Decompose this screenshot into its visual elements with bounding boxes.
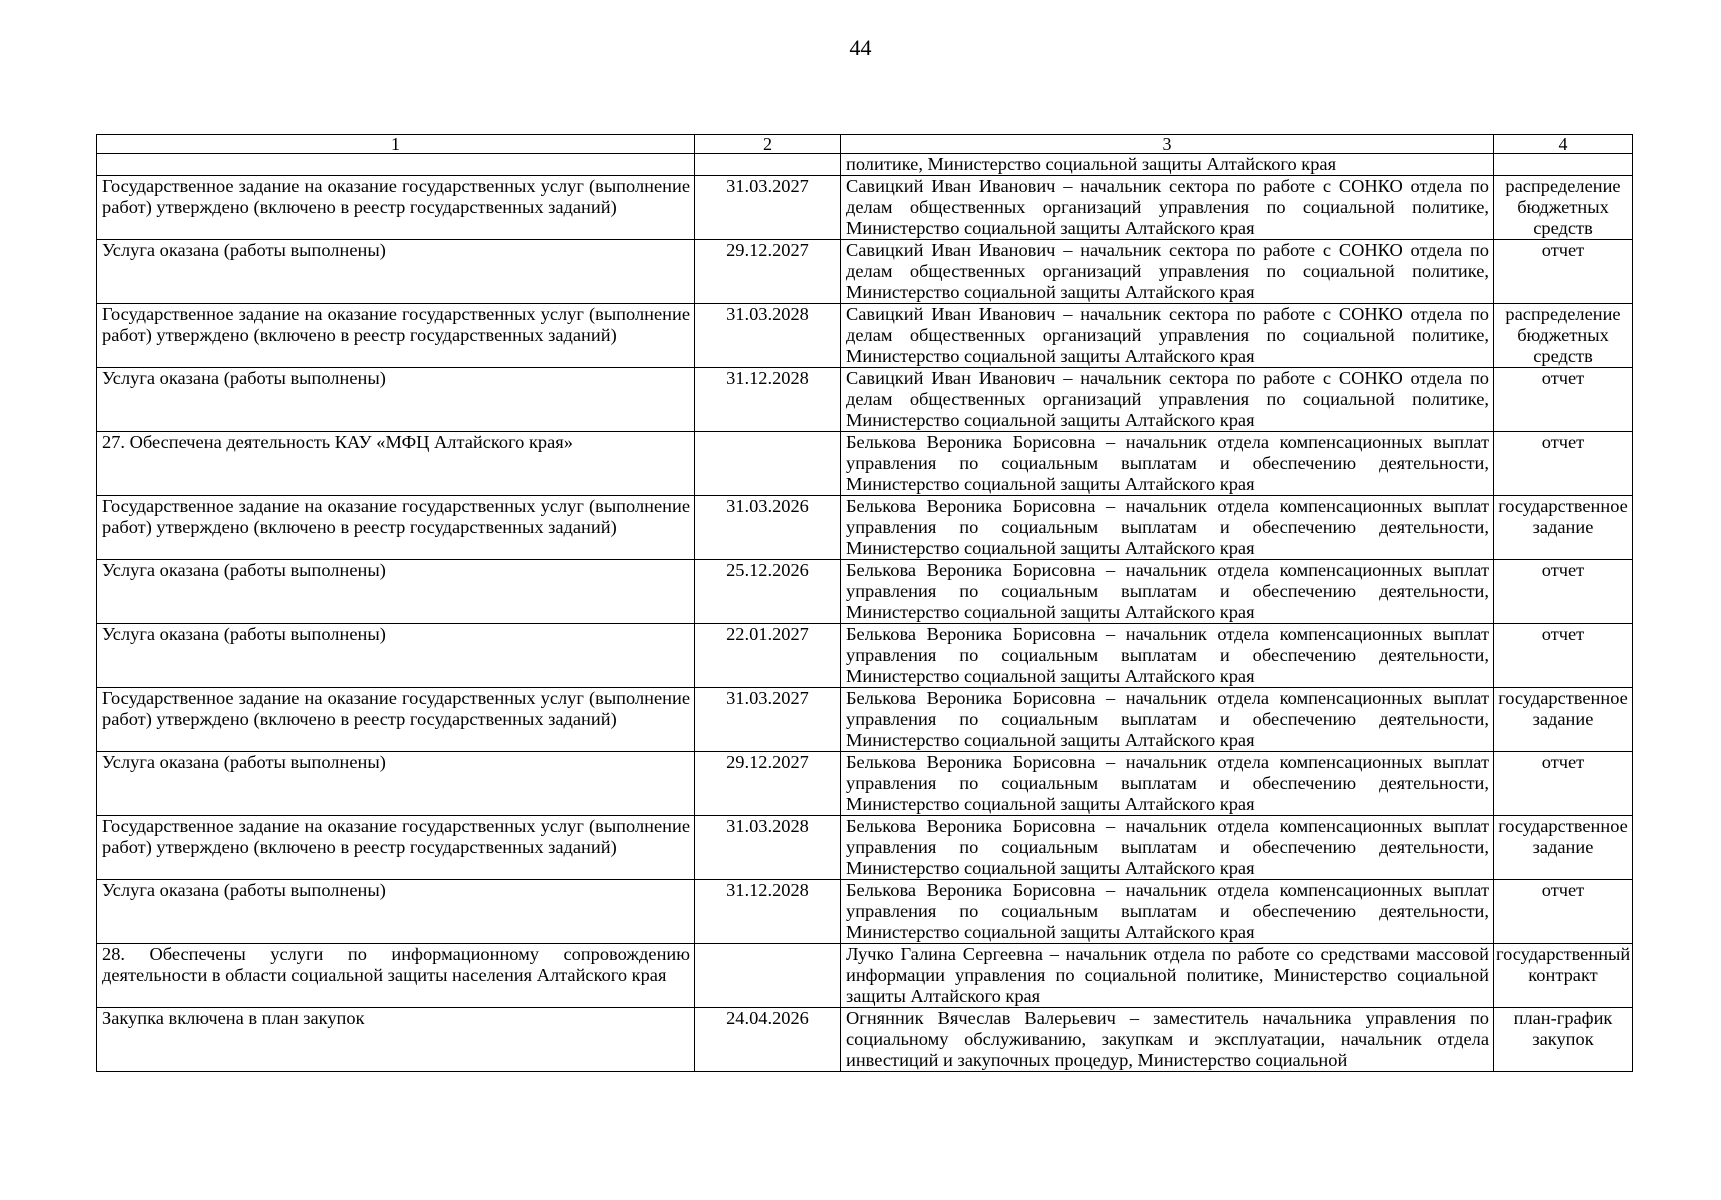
- cell-responsible: политике, Министерство социальной защиты Алтайского края: [841, 154, 1494, 176]
- cell-document: отчет: [1494, 880, 1633, 944]
- cell-result: Услуга оказана (работы выполнены): [97, 560, 695, 624]
- column-number-row: [97, 135, 1633, 154]
- cell-responsible: Савицкий Иван Иванович – начальник сектора по работе с СОНКО отдела по делам общественных организаций управления по социальной политике, Министерство социальной защиты Алтайского края: [841, 304, 1494, 368]
- cell-document: отчет: [1494, 560, 1633, 624]
- cell-date: 22.01.2027: [695, 624, 841, 688]
- cell-responsible: Белькова Вероника Борисовна – начальник отдела компенсационных выплат управления по социальным выплатам и обеспечению деятельности, Министерство социальной защиты Алтайского края: [841, 752, 1494, 816]
- table-row: [97, 304, 1633, 368]
- cell-result: Услуга оказана (работы выполнены): [97, 624, 695, 688]
- cell-document: план-график закупок: [1494, 1008, 1633, 1072]
- cell-document: отчет: [1494, 368, 1633, 432]
- cell-responsible: Савицкий Иван Иванович – начальник сектора по работе с СОНКО отдела по делам общественных организаций управления по социальной политике, Министерство социальной защиты Алтайского края: [841, 176, 1494, 240]
- cell-date: 29.12.2027: [695, 240, 841, 304]
- column-number: 1: [97, 135, 695, 154]
- page-number: 44: [849, 35, 872, 60]
- cell-document: отчет: [1494, 624, 1633, 688]
- continuation-row: [97, 154, 1633, 176]
- cell-responsible: Белькова Вероника Борисовна – начальник отдела компенсационных выплат управления по социальным выплатам и обеспечению деятельности, Министерство социальной защиты Алтайского края: [841, 624, 1494, 688]
- cell-result: Услуга оказана (работы выполнены): [97, 368, 695, 432]
- table-row: [97, 240, 1633, 304]
- table-row: [97, 688, 1633, 752]
- table-row: [97, 560, 1633, 624]
- cell-result: Государственное задание на оказание государственных услуг (выполнение работ) утверждено (включено в реестр государственных заданий): [97, 496, 695, 560]
- cell-result: Услуга оказана (работы выполнены): [97, 752, 695, 816]
- cell-responsible: Белькова Вероника Борисовна – начальник отдела компенсационных выплат управления по социальным выплатам и обеспечению деятельности, Министерство социальной защиты Алтайского края: [841, 688, 1494, 752]
- cell-date: 31.03.2028: [695, 816, 841, 880]
- table-row: [97, 496, 1633, 560]
- cell-date: 31.12.2028: [695, 368, 841, 432]
- cell-responsible: Огнянник Вячеслав Валерьевич – заместитель начальника управления по социальному обслуживанию, закупкам и эксплуатации, начальник отдела инвестиций и закупочных процедур, Министерство социальной: [841, 1008, 1494, 1072]
- table-row: [97, 880, 1633, 944]
- cell-document: государственный контракт: [1494, 944, 1633, 1008]
- cell-document: распределение бюджетных средств: [1494, 176, 1633, 240]
- cell-result: Государственное задание на оказание государственных услуг (выполнение работ) утверждено (включено в реестр государственных заданий): [97, 176, 695, 240]
- cell-result: Закупка включена в план закупок: [97, 1008, 695, 1072]
- document-table: [96, 134, 1633, 1072]
- cell-result: Государственное задание на оказание государственных услуг (выполнение работ) утверждено (включено в реестр государственных заданий): [97, 304, 695, 368]
- table-row: [97, 624, 1633, 688]
- cell-date: 25.12.2026: [695, 560, 841, 624]
- cell-document: отчет: [1494, 752, 1633, 816]
- cell-result: 27. Обеспечена деятельность КАУ «МФЦ Алтайского края»: [97, 432, 695, 496]
- cell-responsible: Белькова Вероника Борисовна – начальник отдела компенсационных выплат управления по социальным выплатам и обеспечению деятельности, Министерство социальной защиты Алтайского края: [841, 816, 1494, 880]
- cell-result: Услуга оказана (работы выполнены): [97, 880, 695, 944]
- cell-date: 31.12.2028: [695, 880, 841, 944]
- table-row: [97, 816, 1633, 880]
- column-number: 3: [841, 135, 1494, 154]
- cell-responsible: Савицкий Иван Иванович – начальник сектора по работе с СОНКО отдела по делам общественных организаций управления по социальной политике, Министерство социальной защиты Алтайского края: [841, 368, 1494, 432]
- cell-responsible: Белькова Вероника Борисовна – начальник отдела компенсационных выплат управления по социальным выплатам и обеспечению деятельности, Министерство социальной защиты Алтайского края: [841, 432, 1494, 496]
- cell-date: 31.03.2028: [695, 304, 841, 368]
- table-row: [97, 176, 1633, 240]
- table-row: [97, 752, 1633, 816]
- cell-responsible: Лучко Галина Сергеевна – начальник отдела по работе со средствами массовой информации управления по социальной политике, Министерство социальной защиты Алтайского края: [841, 944, 1494, 1008]
- cell-document: государственное задание: [1494, 496, 1633, 560]
- cell-responsible: Белькова Вероника Борисовна – начальник отдела компенсационных выплат управления по социальным выплатам и обеспечению деятельности, Министерство социальной защиты Алтайского края: [841, 496, 1494, 560]
- table-row: [97, 944, 1633, 1008]
- cell-result: 28. Обеспечены услуги по информационному сопровождению деятельности в области социальной защиты населения Алтайского края: [97, 944, 695, 1008]
- table-row: [97, 368, 1633, 432]
- cell-date: 29.12.2027: [695, 752, 841, 816]
- cell-date: 31.03.2027: [695, 176, 841, 240]
- cell-responsible: Савицкий Иван Иванович – начальник сектора по работе с СОНКО отдела по делам общественных организаций управления по социальной политике, Министерство социальной защиты Алтайского края: [841, 240, 1494, 304]
- cell-document: государственное задание: [1494, 688, 1633, 752]
- cell-date: [695, 154, 841, 176]
- cell-document: отчет: [1494, 432, 1633, 496]
- table-row: [97, 432, 1633, 496]
- cell-result: Государственное задание на оказание государственных услуг (выполнение работ) утверждено (включено в реестр государственных заданий): [97, 816, 695, 880]
- cell-document: государственное задание: [1494, 816, 1633, 880]
- column-number: 2: [695, 135, 841, 154]
- cell-result: Услуга оказана (работы выполнены): [97, 240, 695, 304]
- cell-document: распределение бюджетных средств: [1494, 304, 1633, 368]
- cell-date: [695, 432, 841, 496]
- cell-date: 24.04.2026: [695, 1008, 841, 1072]
- table-row: [97, 1008, 1633, 1072]
- cell-responsible: Белькова Вероника Борисовна – начальник отдела компенсационных выплат управления по социальным выплатам и обеспечению деятельности, Министерство социальной защиты Алтайского края: [841, 880, 1494, 944]
- cell-document: [1494, 154, 1633, 176]
- cell-result: Государственное задание на оказание государственных услуг (выполнение работ) утверждено (включено в реестр государственных заданий): [97, 688, 695, 752]
- cell-responsible: Белькова Вероника Борисовна – начальник отдела компенсационных выплат управления по социальным выплатам и обеспечению деятельности, Министерство социальной защиты Алтайского края: [841, 560, 1494, 624]
- column-number: 4: [1494, 135, 1633, 154]
- cell-date: 31.03.2027: [695, 688, 841, 752]
- cell-date: [695, 944, 841, 1008]
- cell-document: отчет: [1494, 240, 1633, 304]
- cell-result: [97, 154, 695, 176]
- cell-date: 31.03.2026: [695, 496, 841, 560]
